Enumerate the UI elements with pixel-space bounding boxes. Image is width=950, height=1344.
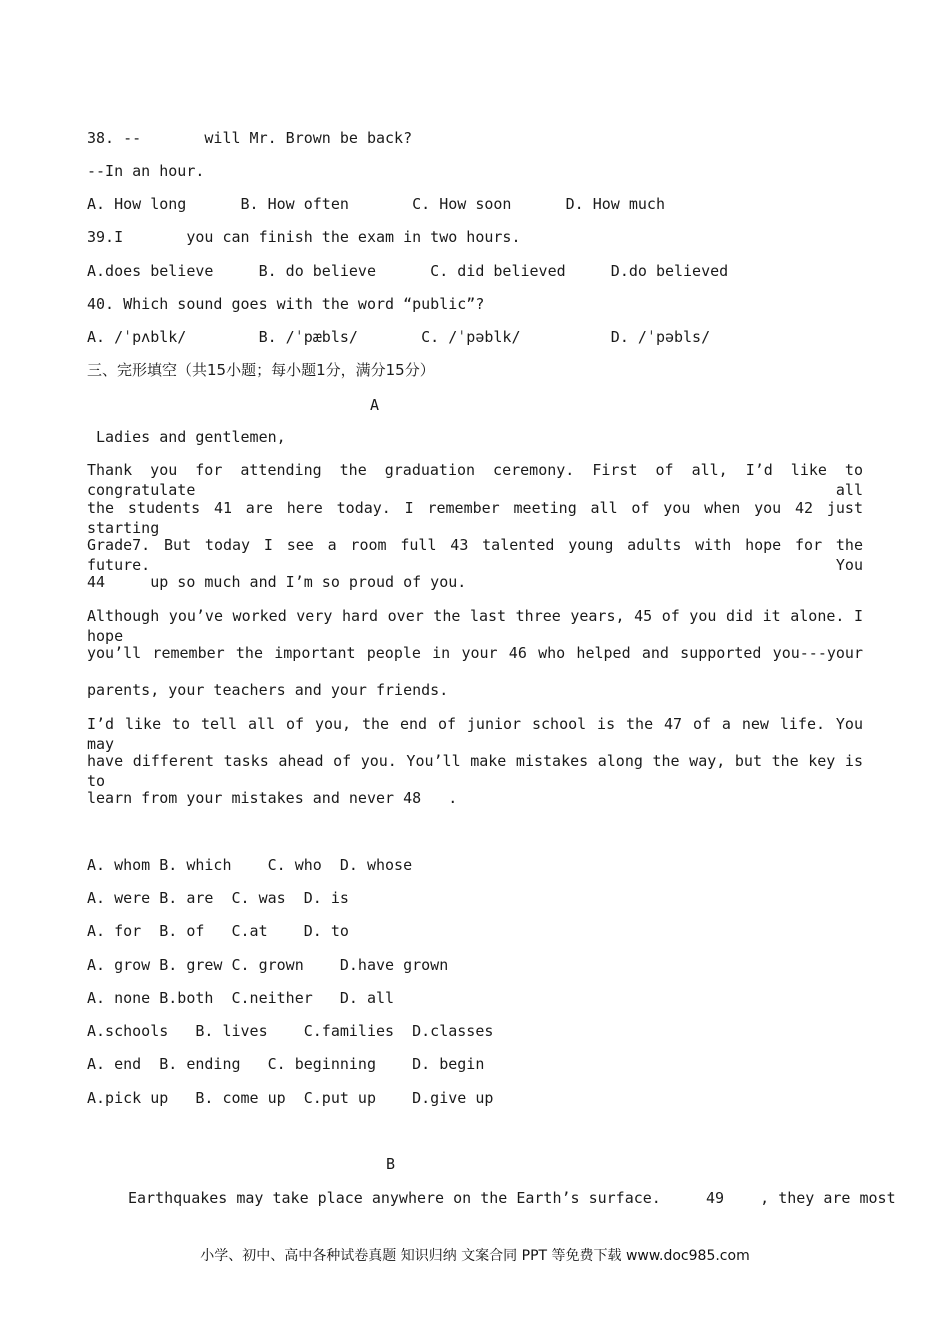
option-45: A. none B.both C.neither D. all (87, 989, 395, 1007)
q40-stem: 40. Which sound goes with the word “public”? (87, 295, 485, 313)
q38-reply: --In an hour. (87, 162, 205, 180)
para2-line-1: Although you’ve worked very hard over the last three years, 45 of you did it alone. I hope (87, 607, 863, 645)
option-42: A. were B. are C. was D. is (87, 889, 349, 907)
para2-line-3: parents, your teachers and your friends. (87, 681, 449, 699)
option-48: A.pick up B. come up C.put up D.give up (87, 1089, 494, 1107)
q38-stem: 38. -- will Mr. Brown be back? (87, 129, 413, 147)
letter-salutation: Ladies and gentlemen, (87, 428, 286, 446)
para2-line-2: you’ll remember the important people in your 46 who helped and supported you---your (87, 644, 863, 662)
para3-line-1: I’d like to tell all of you, the end of junior school is the 47 of a new life. You may (87, 715, 863, 753)
part-b-label: B (386, 1155, 396, 1173)
option-47: A. end B. ending C. beginning D. begin (87, 1055, 485, 1073)
section3-heading: 三、完形填空（共15小题；每小题1分，满分15分） (87, 361, 435, 379)
q38-options: A. How long B. How often C. How soon D. How much (87, 195, 665, 213)
para1-line-1: Thank you for attending the graduation ceremony. First of all, I’d like to congratulate all (87, 461, 863, 499)
para3-line-2: have different tasks ahead of you. You’ll make mistakes along the way, but the key is to (87, 752, 863, 790)
q40-options: A. /ˈpʌblk/ B. /ˈpæbls/ C. /ˈpəblk/ D. /ˈpəbls/ (87, 328, 711, 346)
part-a-label: A (370, 396, 380, 414)
option-44: A. grow B. grew C. grown D.have grown (87, 956, 449, 974)
q39-stem: 39.I you can finish the exam in two hours. (87, 228, 521, 246)
option-41: A. whom B. which C. who D. whose (87, 856, 413, 874)
q39-options: A.does believe B. do believe C. did believed D.do believed (87, 262, 729, 280)
para1-line-4: 44 up so much and I’m so proud of you. (87, 573, 467, 591)
option-43: A. for B. of C.at D. to (87, 922, 349, 940)
para1-line-3: Grade7. But today I see a room full 43 talented young adults with hope for the future. You (87, 536, 863, 574)
para1-line-2: the students 41 are here today. I remember meeting all of you when you 42 just starting (87, 499, 863, 537)
page-footer: 小学、初中、高中各种试卷真题 知识归纳 文案合同 PPT 等免费下载 www.doc985.com (200, 1248, 750, 1264)
option-46: A.schools B. lives C.families D.classes (87, 1022, 494, 1040)
para3-line-3: learn from your mistakes and never 48 . (87, 789, 458, 807)
part-b-line-1: Earthquakes may take place anywhere on the Earth’s surface. 49 , they are most (128, 1189, 896, 1207)
